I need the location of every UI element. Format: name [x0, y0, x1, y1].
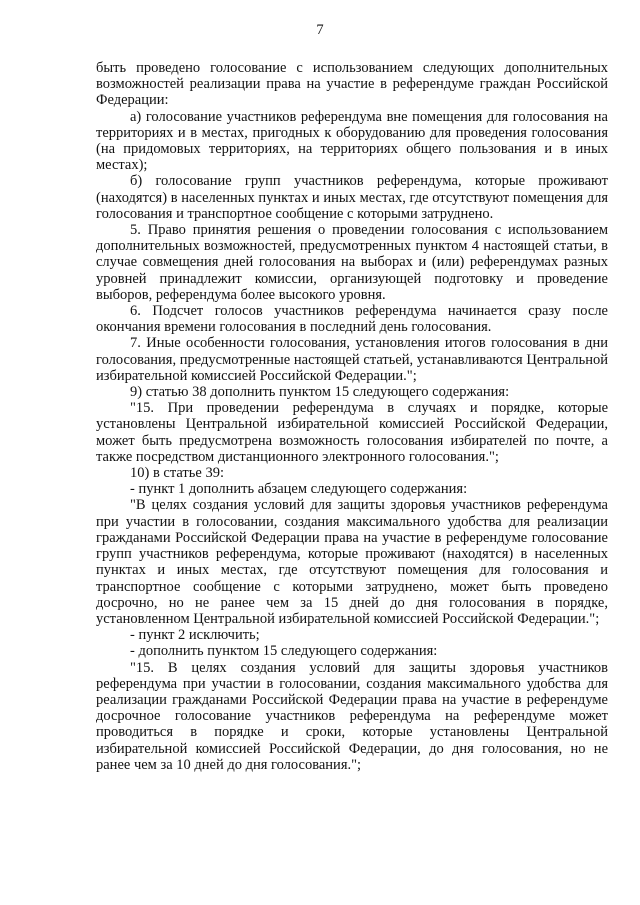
paragraph-point-5: 5. Право принятия решения о проведении голосования с использованием дополнительных возможностей, предусмотренных пунктом 4 настоящей статьи, в случае совмещения дней голосования на выборах и (или) референдумах разных уровней принадлежит комиссии, организующей подготовку и проведение выборов, референдума более высокого уровня. — [96, 222, 608, 303]
paragraph-point-6: 6. Подсчет голосов участников референдума начинается сразу после окончания времени голосования в последний день голосования. — [96, 303, 608, 336]
paragraph-article-38-point-15: "15. При проведении референдума в случаях и порядке, которые установлены Центральной избирательной комиссией Российской Федерации, может быть предусмотрена возможность голосования избирателей по почте, а также посредством дистанционного электронного голосования."; — [96, 400, 608, 465]
document-body — [96, 60, 608, 773]
paragraph-article-39-point-15-text: "15. В целях создания условий для защиты здоровья участников референдума при участии в голосовании, создания максимального удобства для реализации гражданами Российской Федерации права на участие в референдуме досрочное голосование участников референдума на референдуме может проводиться в порядке и сроки, которые установлены Центральной избирательной комиссией Российской Федерации, до дня голосования, но не ранее чем за 10 дней до дня голосования."; — [96, 659, 608, 773]
paragraph-item-b: б) голосование групп участников референдума, которые проживают (находятся) в населенных пунктах и иных местах, где отсутствуют помещения для голосования и транспортное сообщение с которыми затруднено. — [96, 173, 608, 222]
paragraph-amendment-9: 9) статью 38 дополнить пунктом 15 следующего содержания: — [130, 384, 510, 401]
paragraph-article-39-point-15-intro: - дополнить пунктом 15 следующего содержания: — [130, 643, 438, 660]
paragraph-article-39-point-2: - пункт 2 исключить; — [130, 627, 260, 644]
paragraph-amendment-10: 10) в статье 39: — [130, 465, 224, 482]
paragraph-point-7: 7. Иные особенности голосования, установления итогов голосования в дни голосования, предусмотренные настоящей статьей, устанавливаются Центральной избирательной комиссией Российской Федерации."; — [96, 335, 608, 384]
paragraph-continuation: быть проведено голосование с использованием следующих дополнительных возможностей реализации права на участие в референдуме граждан Российской Федерации: — [96, 60, 608, 109]
page-number: 7 — [316, 22, 324, 38]
paragraph-article-39-point-1-intro: - пункт 1 дополнить абзацем следующего содержания: — [130, 481, 468, 498]
paragraph-item-a: а) голосование участников референдума вне помещения для голосования на территориях и в местах, пригодных к оборудованию для проведения голосования (на придомовых территориях, на территориях общего пользования и в иных местах); — [96, 108, 608, 174]
paragraph-article-39-point-1-text: "В целях создания условий для защиты здоровья участников референдума при участии в голосовании, создания максимального удобства для реализации гражданами Российской Федерации права на участие в референдуме голосование групп участников референдума, которые проживают (находятся) в населенных пунктах и иных местах, где отсутствуют помещения для голосования и транспортное сообщение с которыми затруднено, может быть проведено досрочно, но не ранее чем за 15 дней до дня голосования в порядке, установленном Центральной избирательной комиссией Российской Федерации."; — [96, 497, 608, 627]
